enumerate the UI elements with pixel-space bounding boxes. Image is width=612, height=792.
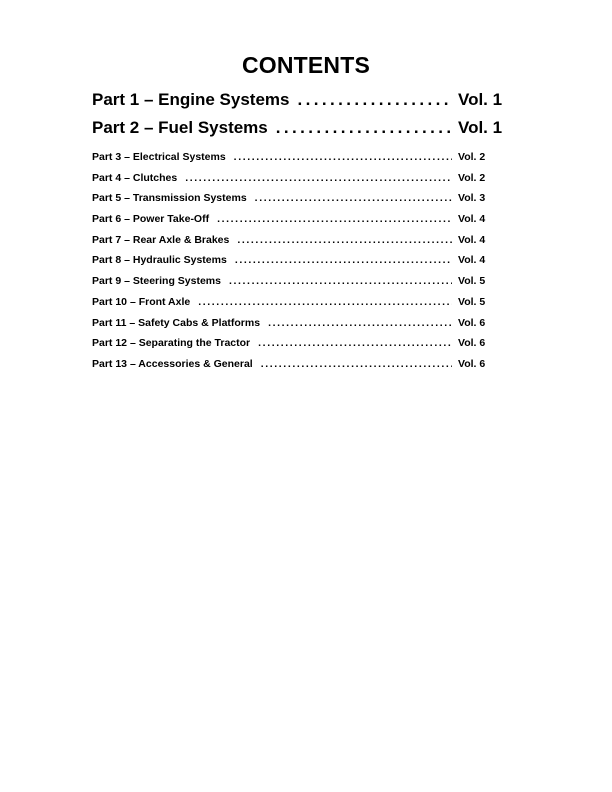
toc-entry-part-13 (92, 354, 504, 375)
toc-entry-part-7 (92, 230, 504, 251)
toc-entry-part-3 (92, 147, 504, 168)
toc-entry-title: Part 3 – Electrical Systems (92, 151, 226, 163)
toc-entry-title: Part 7 – Rear Axle & Brakes (92, 233, 230, 246)
toc-entry-part-4 (92, 168, 504, 189)
toc-entry-volume: Vol. 4 (458, 233, 486, 246)
toc-entry-part-10 (92, 292, 504, 313)
toc-entry-volume: Vol. 6 (458, 357, 486, 370)
toc-entry-part-12 (92, 333, 504, 354)
dot-leader (234, 147, 452, 168)
dot-leader (185, 168, 452, 189)
toc-entry-title: Part 8 – Hydraulic Systems (92, 254, 227, 267)
toc-entry-title: Part 4 – Clutches (92, 171, 178, 184)
dot-leader (258, 333, 452, 354)
toc-entry-volume: Vol. 6 (458, 337, 486, 350)
toc-entry-title: Part 13 – Accessories & General (92, 357, 253, 370)
toc-entry-title: Part 11 – Safety Cabs & Platforms (92, 316, 261, 329)
toc-entry-part-5 (92, 188, 504, 209)
toc-entry-title: Part 2 – Fuel Systems (92, 118, 268, 137)
toc-entry-volume: Vol. 1 (458, 90, 503, 109)
dot-leader (198, 292, 452, 313)
dot-leader (268, 313, 452, 334)
toc-entry-part-8 (92, 250, 504, 271)
toc-entry-volume: Vol. 2 (458, 171, 486, 184)
toc-entry-title: Part 5 – Transmission Systems (92, 192, 247, 205)
toc-entry-title: Part 6 – Power Take-Off (92, 213, 210, 226)
dot-leader (261, 354, 452, 375)
dot-leader (237, 230, 452, 251)
dot-leader (217, 209, 452, 230)
dot-leader (255, 188, 452, 209)
toc-entry-volume: Vol. 5 (458, 275, 486, 288)
table-of-contents (92, 86, 504, 375)
toc-entry-part-2 (92, 114, 504, 142)
toc-entry-volume: Vol. 4 (458, 213, 486, 226)
dot-leader (229, 271, 452, 292)
toc-entry-part-9 (92, 271, 504, 292)
dot-leader (297, 86, 452, 114)
dot-leader (235, 250, 452, 271)
toc-entry-title: Part 1 – Engine Systems (92, 90, 290, 109)
toc-entry-title: Part 10 – Front Axle (92, 295, 191, 308)
toc-entry-volume: Vol. 1 (458, 118, 503, 137)
toc-entry-title: Part 9 – Steering Systems (92, 275, 221, 288)
toc-entry-title: Part 12 – Separating the Tractor (92, 337, 251, 350)
toc-entry-volume: Vol. 2 (458, 151, 486, 163)
toc-entry-volume: Vol. 3 (458, 192, 486, 205)
toc-entry-volume: Vol. 4 (458, 254, 486, 267)
toc-entry-volume: Vol. 6 (458, 316, 486, 329)
toc-entry-part-6 (92, 209, 504, 230)
toc-entry-part-11 (92, 313, 504, 334)
toc-entry-part-1 (92, 86, 504, 114)
dot-leader (276, 114, 452, 142)
toc-entry-volume: Vol. 5 (458, 295, 486, 308)
page-title: CONTENTS (241, 52, 371, 78)
